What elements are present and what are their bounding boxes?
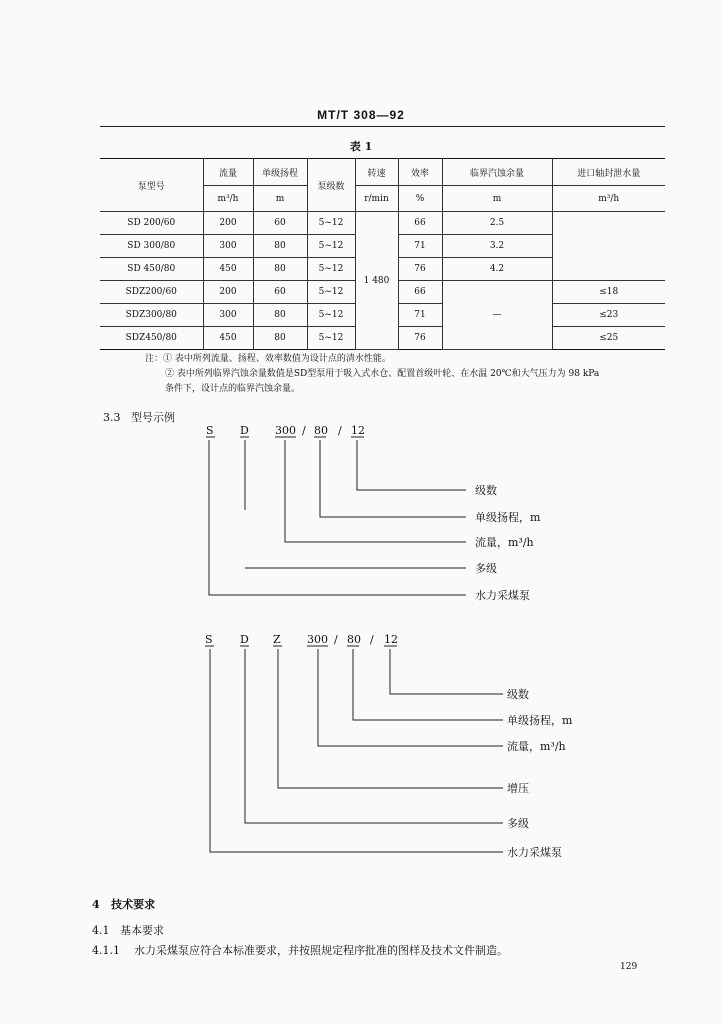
code-head: 80 bbox=[314, 424, 328, 437]
section-title: 型号示例 bbox=[131, 411, 175, 424]
note-2-marker: ② bbox=[165, 369, 175, 379]
cell-npsh: 2.5 bbox=[442, 212, 552, 235]
section-number: 4 bbox=[92, 898, 100, 911]
label-stage-head: 单级扬程，m bbox=[507, 714, 573, 727]
code-flow: 300 bbox=[307, 633, 328, 646]
cell-efficiency: 76 bbox=[398, 258, 442, 281]
cell-stages: 5~12 bbox=[307, 281, 355, 304]
label-hydraulic-pump: 水力采煤泵 bbox=[475, 589, 530, 602]
label-booster: 增压 bbox=[507, 782, 529, 795]
cell-model: SD 200/60 bbox=[100, 212, 203, 235]
note-2-continuation: 条件下，设计点的临界汽蚀余量。 bbox=[165, 384, 301, 394]
subsection-number: 4.1 bbox=[92, 924, 110, 937]
unit-efficiency: % bbox=[398, 186, 442, 212]
label-flow: 流量，m³/h bbox=[507, 740, 566, 753]
col-header-head: 单级扬程 bbox=[253, 159, 307, 186]
cell-flow: 450 bbox=[203, 258, 253, 281]
col-header-model: 泵型号 bbox=[100, 159, 203, 212]
cell-efficiency: 71 bbox=[398, 304, 442, 327]
cell-head: 80 bbox=[253, 235, 307, 258]
code-stages: 12 bbox=[351, 424, 365, 437]
section-4-heading bbox=[92, 896, 155, 912]
col-header-speed: 转速 bbox=[355, 159, 398, 186]
unit-head: m bbox=[253, 186, 307, 212]
code-slash: / bbox=[370, 633, 374, 646]
cell-head: 80 bbox=[253, 304, 307, 327]
section-number: 3.3 bbox=[103, 411, 121, 424]
clause-text: 水力采煤泵应符合本标准要求，并按照规定程序批准的图样及技术文件制造。 bbox=[134, 944, 508, 957]
note-1-text: 表中所列流量、扬程、效率数值为设计点的清水性能。 bbox=[174, 354, 391, 364]
note-1-marker: ① bbox=[163, 354, 173, 364]
cell-flow: 450 bbox=[203, 327, 253, 350]
label-stages: 级数 bbox=[507, 688, 529, 701]
cell-efficiency: 66 bbox=[398, 281, 442, 304]
col-header-npsh: 临界汽蚀余量 bbox=[442, 159, 552, 186]
cell-stages: 5~12 bbox=[307, 235, 355, 258]
code-d: D bbox=[240, 424, 249, 437]
cell-stages: 5~12 bbox=[307, 212, 355, 235]
section-title: 技术要求 bbox=[111, 898, 156, 911]
code-head: 80 bbox=[347, 633, 361, 646]
section-4-1-heading bbox=[92, 922, 164, 938]
cell-npsh-dash: — bbox=[442, 281, 552, 350]
cell-efficiency: 76 bbox=[398, 327, 442, 350]
cell-model: SD 450/80 bbox=[100, 258, 203, 281]
cell-flow: 200 bbox=[203, 281, 253, 304]
code-slash: / bbox=[302, 424, 306, 437]
cell-model: SDZ200/60 bbox=[100, 281, 203, 304]
subsection-title: 基本要求 bbox=[120, 924, 164, 937]
col-header-efficiency: 效率 bbox=[398, 159, 442, 186]
unit-leakage: m³/h bbox=[552, 186, 665, 212]
code-stages: 12 bbox=[384, 633, 398, 646]
label-stages: 级数 bbox=[475, 484, 497, 497]
table-caption: 表 1 bbox=[349, 140, 373, 153]
code-s: S bbox=[205, 633, 213, 646]
label-multistage: 多级 bbox=[475, 562, 497, 575]
cell-model: SDZ300/80 bbox=[100, 304, 203, 327]
code-slash: / bbox=[334, 633, 338, 646]
cell-stages: 5~12 bbox=[307, 327, 355, 350]
cell-model: SDZ450/80 bbox=[100, 327, 203, 350]
col-header-stages: 泵级数 bbox=[307, 159, 355, 212]
unit-npsh: m bbox=[442, 186, 552, 212]
note-prefix: 注： bbox=[145, 354, 164, 364]
cell-flow: 300 bbox=[203, 304, 253, 327]
label-flow: 流量，m³/h bbox=[475, 536, 534, 549]
cell-head: 60 bbox=[253, 281, 307, 304]
cell-stages: 5~12 bbox=[307, 258, 355, 281]
code-s: S bbox=[206, 424, 214, 437]
cell-flow: 300 bbox=[203, 235, 253, 258]
cell-head: 60 bbox=[253, 212, 307, 235]
cell-speed-shared: 1 480 bbox=[355, 212, 398, 350]
cell-stages: 5~12 bbox=[307, 304, 355, 327]
clause-4-1-1 bbox=[92, 942, 508, 958]
page-number: 129 bbox=[620, 962, 638, 972]
code-d: D bbox=[240, 633, 249, 646]
cell-head: 80 bbox=[253, 258, 307, 281]
code-z: Z bbox=[273, 633, 281, 646]
unit-flow: m³/h bbox=[203, 186, 253, 212]
cell-leakage: ≤23 bbox=[552, 304, 665, 327]
cell-leakage: ≤18 bbox=[552, 281, 665, 304]
page-header: MT/T 308—92 bbox=[317, 108, 405, 122]
clause-number: 4.1.1 bbox=[92, 944, 120, 957]
code-slash: / bbox=[338, 424, 342, 437]
col-header-flow: 流量 bbox=[203, 159, 253, 186]
label-stage-head: 单级扬程，m bbox=[475, 511, 541, 524]
cell-flow: 200 bbox=[203, 212, 253, 235]
cell-npsh: 4.2 bbox=[442, 258, 552, 281]
code-flow: 300 bbox=[275, 424, 296, 437]
cell-model: SD 300/80 bbox=[100, 235, 203, 258]
label-multistage: 多级 bbox=[507, 817, 529, 830]
cell-head: 80 bbox=[253, 327, 307, 350]
col-header-leakage: 进口轴封泄水量 bbox=[552, 159, 665, 186]
cell-npsh: 3.2 bbox=[442, 235, 552, 258]
label-hydraulic-pump: 水力采煤泵 bbox=[507, 846, 562, 859]
cell-efficiency: 71 bbox=[398, 235, 442, 258]
cell-leakage: ≤25 bbox=[552, 327, 665, 350]
unit-speed: r/min bbox=[355, 186, 398, 212]
note-2-text: 表中所列临界汽蚀余量数值是SD型泵用于吸入式水仓、配置首级叶轮、在水温 20℃和大气压力为 98 kPa bbox=[176, 369, 600, 379]
cell-efficiency: 66 bbox=[398, 212, 442, 235]
